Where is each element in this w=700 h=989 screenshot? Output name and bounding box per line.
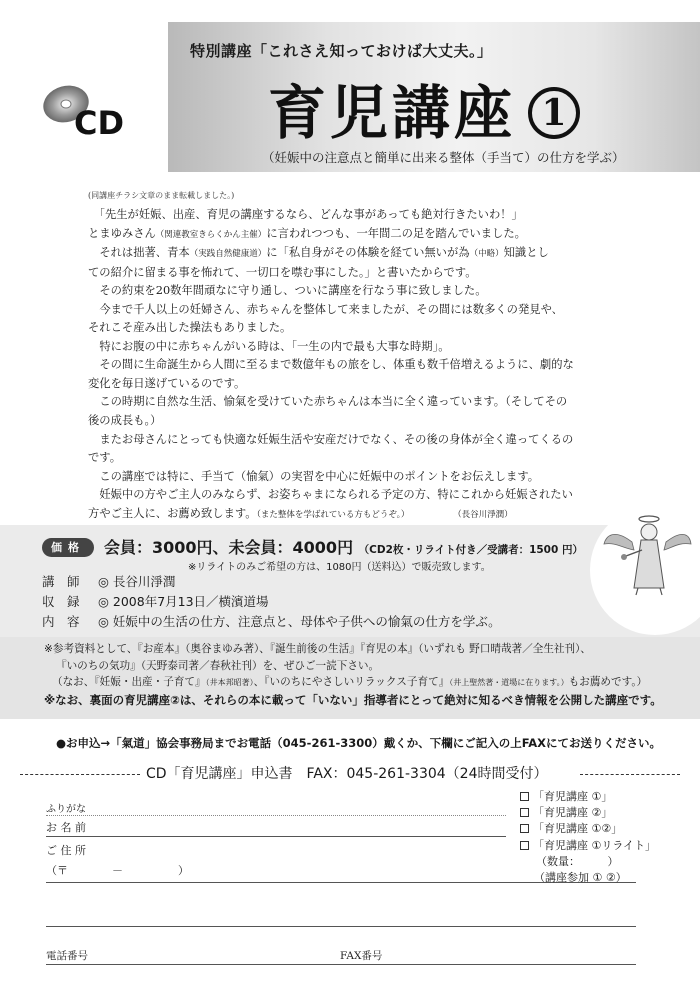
furigana-label: ふりがな [46,804,86,815]
quantity-field[interactable]: （数量： ） [536,854,619,868]
body-line: 後の成長も。） [88,414,162,428]
reprint-note: (同講座チラシ文章のまま転載しました。) [88,191,235,200]
option-checkbox[interactable]: 「育児講座 ①」 [520,789,656,805]
body-line: 方やご主人に、お薦め致します。（また整体を学ばれている方もどうぞ。） （長谷川淨潤） [88,506,513,520]
body-line: ての紹介に留まる事を怖れて、一切口を噤む事にした。」と書いたからです。 [88,265,477,279]
postal-label: （〒 － ） [46,864,189,877]
apply-instructions: ●お申込→「氣道」協会事務局までお電話（045-261-3300）戴くか、下欄にご記入の上FAXにてお送りください。 [56,736,662,750]
option-checkbox[interactable]: 「育児講座 ①リライト」 [520,838,656,854]
price-main: 会員：3000円、未会員：4000円 （CD2枚・リライト付き／受講者：1500 円） [104,538,583,557]
page-title [268,66,580,150]
name-field[interactable] [46,836,506,837]
ref-line: （なお、『妊娠・出産・子育て』（井本邦昭著）、『いのちにやさしいリラックス子育て』（井上聖然著・道場に在ります。）もお薦めです。） [52,676,648,688]
title-number: 1 [528,87,580,139]
info-row-content: 内 容 ◎ 妊娠中の生活の仕方、注意点と、母体や子供への愉氣の仕方を学ぶ。 [42,614,501,629]
address-field-2[interactable] [46,926,636,927]
checkbox-icon[interactable] [520,792,529,801]
body-text [88,206,628,524]
angel-illustration [602,510,692,596]
tagline: （妊娠中の注意点と簡単に出来る整体（手当て）の仕方を学ぶ） [262,150,625,165]
order-options [520,789,656,886]
price-sub: （CD2枚・リライト付き／受講者：1500 円） [358,544,583,556]
reference-notes [44,641,662,708]
checkbox-icon[interactable] [520,824,529,833]
body-line: またお母さんにとっても快適な妊娠生活や安産だけでなく、その後の身体が全く違ってくるの [99,432,574,446]
name-label: お 名 前 [46,821,86,834]
body-line: 今まで千人以上の妊婦さん、赤ちゃんを整体して来ましたが、その間には数多くの発見や、 [99,302,563,316]
body-line: それこそ産み出した操法もありました。 [88,321,292,335]
fax-label: FAX番号 [340,950,383,962]
attend-field[interactable]: （講座参加 ① ②） [534,871,627,885]
option-checkbox[interactable]: 「育児講座 ①②」 [520,821,656,837]
furigana-line[interactable] [46,815,506,816]
subtitle: 特別講座「これさえ知っておけば大丈夫。」 [190,42,493,60]
address-label: ご 住 所 [46,844,86,857]
body-line: 特にお腹の中に赤ちゃんがいる時は、「一生の内で最も大事な時期」。 [99,339,450,353]
phone-label: 電話番号 [46,950,88,962]
form-title-row [20,763,680,785]
body-line: この講座では特に、手当て（愉氣）の実習を中心に妊娠中のポイントをお伝えします。 [99,469,540,483]
signature: （長谷川淨潤） [457,509,513,520]
body-line: その約束を20数年間頑なに守り通し、ついに講座を行なう事に致しました。 [99,284,487,298]
dash-divider [580,774,680,775]
cd-disc-icon [40,82,150,142]
ref-line: 『いのちの気功』（天野泰司著／春秋社刊）を、ぜひご一読下さい。 [56,659,380,672]
price-note: ※リライトのみご希望の方は、1080円（送料込）で販売致します。 [188,562,491,573]
info-row-lecturer: 講 師 ◎ 長谷川淨潤 [42,574,176,589]
body-line: 妊娠中の方やご主人のみならず、お姿ちゃまになられる予定の方、特にこれから妊娠されたい [99,488,573,502]
price-label: 価格 [42,538,94,557]
form-title: CD「育児講座」申込書 FAX：045-261-3304（24時間受付） [142,763,551,783]
phone-fax-field[interactable] [46,964,636,965]
body-line: 変化を毎日遂げているのです。 [88,376,246,390]
title-text: 育児講座 [268,79,517,147]
body-line: その間に生命誕生から人間に至るまで数億年もの旅をし、体重も数千倍増えるように、劇的な [99,358,574,372]
ref-line: ※なお、裏面の育児講座②は、それらの本に載って「いない」指導者にとって絶対に知るべき情報を公開した講座です。 [44,692,662,707]
body-line: 「先生が妊娠、出産、育児の講座するなら、どんな事があっても絶対行きたいわ！」 [99,208,523,221]
checkbox-icon[interactable] [520,841,529,850]
dash-divider [20,774,140,775]
ref-line: ※参考資料として、『お産本』（奥谷まゆみ著）、『誕生前後の生活』『育児の本』（いずれも 野口晴哉著／全生社刊）、 [44,643,591,655]
checkbox-icon[interactable] [520,808,529,817]
cd-logo-text: CD [74,104,125,142]
body-line: それは拙著、青本（実践自然健康道）に「私自身がその体験を経てい無いが為（中略）知識とし [99,246,549,260]
option-checkbox[interactable]: 「育児講座 ②」 [520,805,656,821]
body-line: この時期に自然な生活、愉氣を受けていた赤ちゃんは本当に全く違っています。（そしてその [99,395,568,409]
body-line: です。 [88,451,121,465]
body-line: とまゆみさん（関連教室きらくかん主催）に言われつつも、一年間二の足を踏んでいました。 [88,226,526,240]
info-row-recording: 収 録 ◎ 2008年7月13日／横濱道場 [42,594,269,609]
